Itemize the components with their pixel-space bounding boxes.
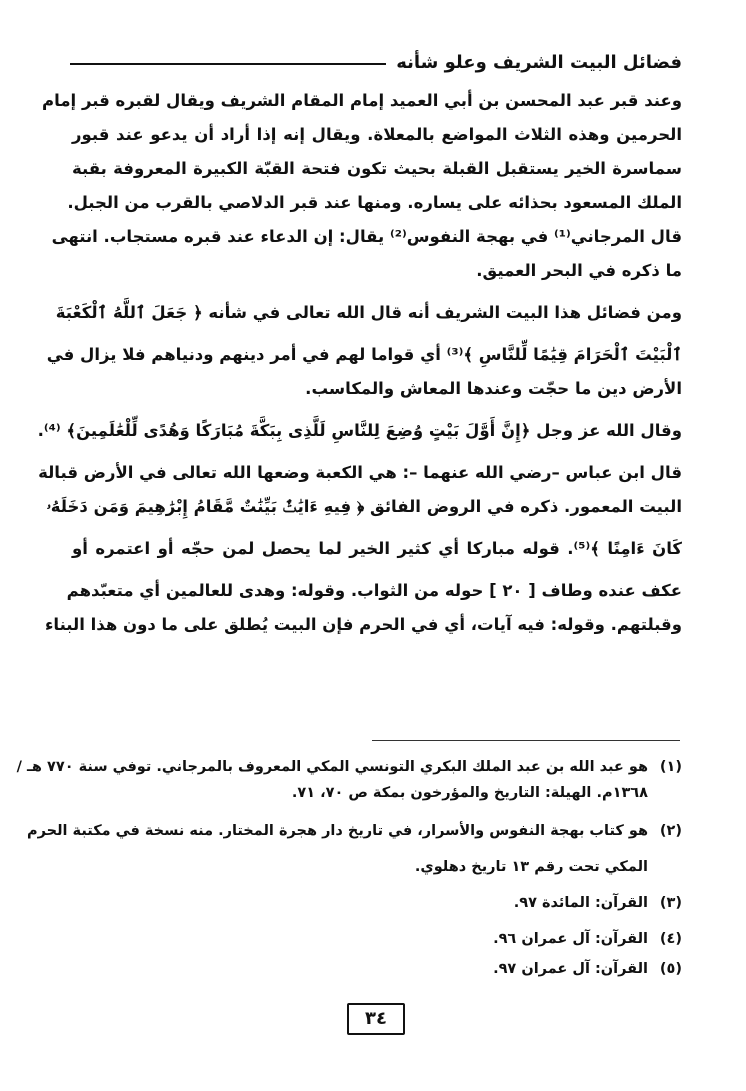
footnote-1-cont: ١٣٦٨م. الهيلة: التاريخ والمؤرخون بمكة ص ٧٠، ٧١. <box>291 785 648 801</box>
body-line: الحرمين وهذه الثلاث المواضع بالمعلاة. ويقال إنه إذا أراد أن يدعو عند قبور <box>72 125 682 144</box>
body-line: الملك المسعود بحذائه على يساره. ومنها عند قبر الدلاصي بالقرب من الجبل. <box>67 193 682 212</box>
footnote-5 <box>60 956 682 982</box>
body-line: الأرض دين ما حجّت وعندها المعاش والمكاسب. <box>305 379 682 398</box>
footnote-separator <box>372 740 680 741</box>
footnote-text: القرآن: آل عمران ٩٦. <box>493 931 648 947</box>
body-line: وقال الله عز وجل ﴿إِنَّ أَوَّلَ بَيْتٍ وُضِعَ لِلنَّاسِ لَلَّذِى بِبَكَّةَ مُبَارَكًا وَهُدًى لِّلْعَٰلَمِينَ﴾ ⁽⁴⁾. <box>37 421 682 440</box>
footnote-number: (٣) <box>659 895 682 911</box>
header-title: فضائل البيت الشريف وعلو شأنه <box>396 51 682 73</box>
body-line: ومن فضائل هذا البيت الشريف أنه قال الله تعالى في شأنه ﴿ جَعَلَ ٱللَّهُ ٱلْكَعْبَةَ <box>55 303 682 322</box>
header-rule <box>70 63 386 65</box>
footnote-number: (٤) <box>659 931 682 947</box>
footnote-number: (٥) <box>659 961 682 977</box>
footnote-number: (١) <box>659 759 682 775</box>
body-line: وعند قبر عبد المحسن بن أبي العميد إمام المقام الشريف ويقال لقبره قبر إمام <box>42 91 682 110</box>
page-number: ٣٤ <box>347 1003 405 1035</box>
footnote-number: (٢) <box>659 823 682 839</box>
running-header <box>70 47 682 77</box>
body-line: سماسرة الخير يستقبل القبلة بحيث تكون فتحة القبّة الكبيرة المعروفة بقبة <box>72 159 682 178</box>
body-line: وقبلتهم. وقوله: فيه آيات، أي في الحرم فإن البيت يُطلق على ما دون هذا البناء <box>44 615 682 634</box>
footnote-3 <box>60 890 682 916</box>
body-line: قال المرجاني⁽¹⁾ في بهجة النفوس⁽²⁾ يقال: إن الدعاء عند قبره مستجاب. انتهى <box>51 227 682 246</box>
footnote-text: هو كتاب بهجة النفوس والأسرار، في تاريخ دار هجرة المختار. منه نسخة في مكتبة الحرم <box>27 823 648 839</box>
footnote-text: هو عبد الله بن عبد الملك البكري التونسي المكي المعروف بالمرجاني. توفي سنة ٧٧٠ هـ / <box>16 759 648 775</box>
body-line: البيت المعمور. ذكره في الروض الفائق ﴿ فِيهِ ءَايَٰتٌۢ بَيِّنَٰتٌ مَّقَامُ إِبْرَٰهِيمَ وَمَن دَخَلَهُۥ <box>46 497 682 516</box>
body-line: قال ابن عباس –رضي الله عنهما –: هي الكعبة وضعها الله تعالى في الأرض قبالة <box>38 463 682 482</box>
body-line: ٱلْبَيْتَ ٱلْحَرَامَ قِيَٰمًا لِّلنَّاسِ ﴾⁽³⁾ أي قواما لهم في أمر دينهم ودنياهم فلا يزال في <box>46 345 682 364</box>
footnote-4 <box>60 926 682 952</box>
footnote-1 <box>16 754 682 780</box>
body-line: كَانَ ءَامِنًا ﴾⁽⁵⁾. قوله مباركا أي كثير الخير لما يحصل لمن حجّه أو اعتمره أو <box>72 539 682 558</box>
footnote-2-cont: المكي تحت رقم ١٣ تاريخ دهلوي. <box>414 859 648 875</box>
body-line: عكف عنده وطاف [ ٢٠ ] حوله من الثواب. وقوله: وهدى للعالمين أي متعبّدهم <box>66 581 682 600</box>
body-line: ما ذكره في البحر العميق. <box>476 261 682 280</box>
footnote-2 <box>27 818 682 844</box>
footnote-text: القرآن: المائدة ٩٧. <box>513 895 648 911</box>
footnote-text: القرآن: آل عمران ٩٧. <box>493 961 648 977</box>
